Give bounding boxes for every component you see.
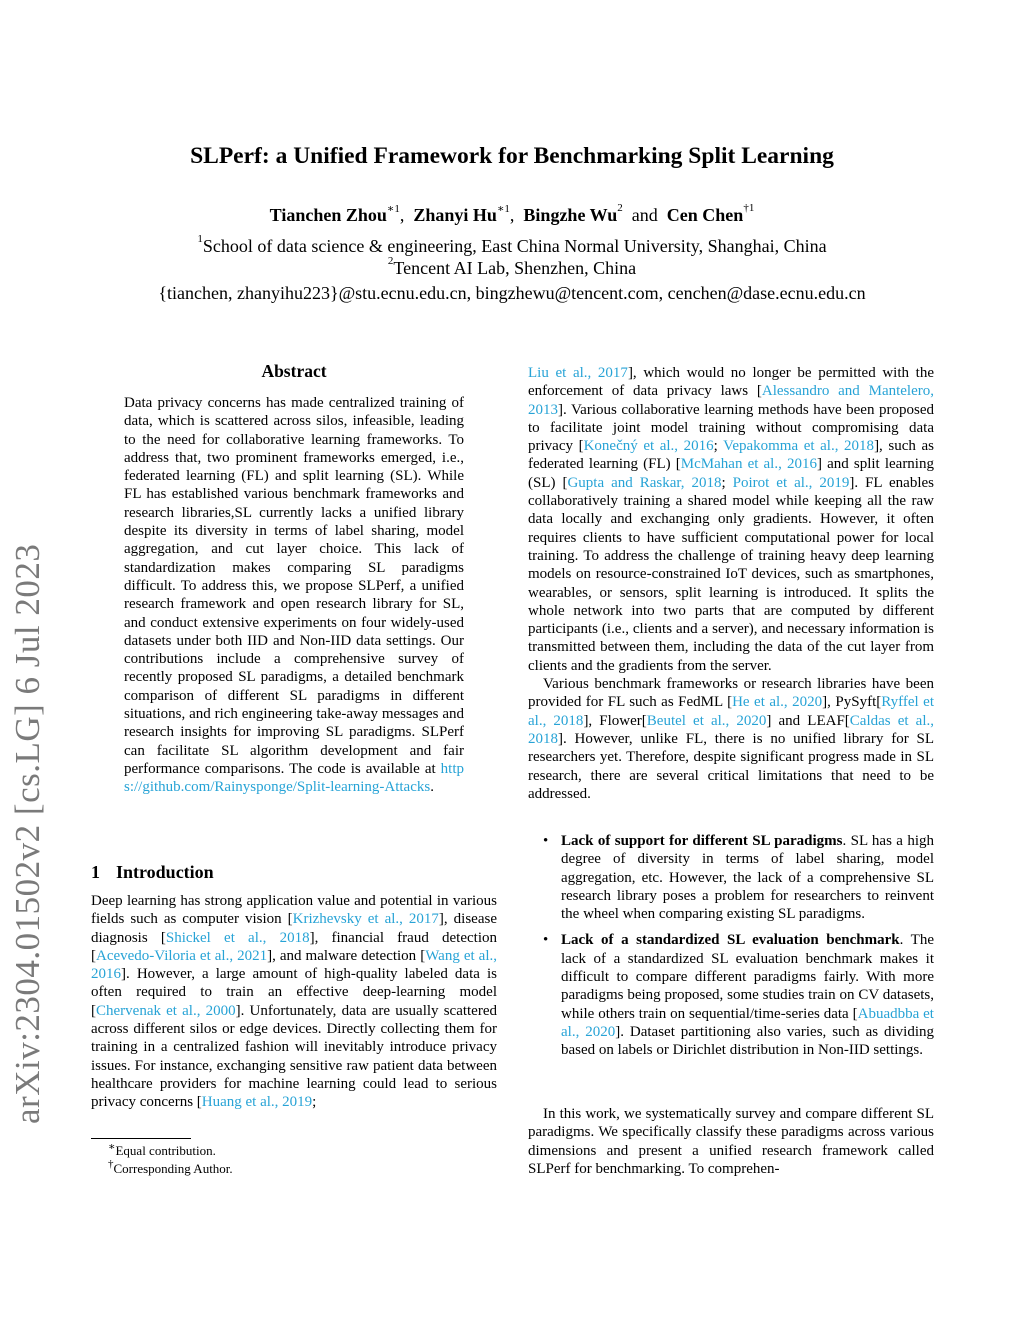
author-emails: {tianchen, zhanyihu223}@stu.ecnu.edu.cn, bingzhewu@tencent.com, cenchen@dase.ecnu.edu.cn xyxy=(158,283,866,303)
citation-link[interactable]: McMahan et al., 2016 xyxy=(680,456,817,473)
author-name: Tianchen Zhou xyxy=(269,205,387,225)
footnote-rule xyxy=(91,1138,191,1139)
affiliation: $^1$School of data science & engineering, East China Normal University, Shanghai, China xyxy=(197,233,827,256)
citation-link[interactable]: Konečný et al., 2016 xyxy=(583,438,714,455)
author-name: Cen Chen xyxy=(666,205,744,225)
code-link[interactable]: https://github.com/Rainysponge/Split-learning-Attacks xyxy=(124,760,464,796)
citation-link[interactable]: Ryffel et al., 2018 xyxy=(528,694,935,729)
paragraph: Liu et al., 2017], which would no longer be permitted with the enforcement of data privacy laws [Alessandro and Mantelero, 2013]. Various collaborative learning methods have been proposed to facilitate joint model training without compromising data privacy [Konečný et al., 2016; Vepakomma et al., 2018], such as federated learning (FL) [McMahan et al., 2016] and split learning (SL) [Gupta and Raskar, 2018; Poirot et al., 2019]. FL enables collaboratively training a shared model while keeping all the raw data locally and exchanging only gradients. However, it often requires clients to have sufficient computational power for local training. To address the challenge of training heavy deep learning models on resource-constrained IoT devices, such as smartphones, wearables, or sensors, split learning is introduced. It splits the whole network into two parts that are computed by different participants (i.e., clients and a server), and necessary information is transmitted between them, including the data of the cut layer from clients and the gradients from the server. xyxy=(528,365,934,674)
author-name: Bingzhe Wu xyxy=(523,205,618,225)
paper-title: SLPerf: a Unified Framework for Benchmarking Split Learning xyxy=(190,143,834,169)
citation-link[interactable]: Beutel et al., 2020 xyxy=(646,712,767,729)
footnote: †Corresponding Author. xyxy=(108,1158,233,1176)
citation-link[interactable]: Vepakomma et al., 2018 xyxy=(723,438,875,455)
citation-link[interactable]: Poirot et al., 2019 xyxy=(732,474,850,491)
author-list: Tianchen Zhou$^{∗1}$, Zhanyi $Hu^{∗1}$, Bingzhe Wu$^2$ and Cen Chen$^{\dagger 1}$ xyxy=(269,202,755,225)
citation-link[interactable]: Caldas et al., 2018 xyxy=(528,712,934,747)
citation-link[interactable]: Krizhevsky et al., 2017 xyxy=(292,911,439,928)
right-column-text xyxy=(528,364,934,803)
citation-link[interactable]: Wang et al., 2016 xyxy=(91,947,498,983)
section-heading: 1 Introduction xyxy=(91,862,214,882)
citation-link[interactable]: Liu et al., 2017 xyxy=(528,365,628,381)
abstract-text: Data privacy concerns has made centralized training of data, which is scattered across silos, infeasible, leading to the need for collaborative learning frameworks. To address that, two prominent frameworks emerged, i.e., federated learning (FL) and split learning (SL). While FL has established various benchmark frameworks and research libraries,SL currently lacks a unified library despite its diversity in terms of label sharing, model aggregation, and cut layer choice. This lack of standardization makes comparing SL paradigms difficult. To address this, we propose SLPerf, a unified research framework and open research library for SL, and conduct extensive experiments on four widely-used datasets under both IID and Non-IID data settings. Our contributions include a comprehensive survey of recently proposed SL paradigms, a detailed benchmark comparison of different SL paradigms in different situations, and rich engineering take-away messages and research insights for improving SL paradigms. SLPerf can facilitate SL algorithm development and fair performance comparisons. The code is available at https://github.com/Rainysponge/Split-learning-Attacks. xyxy=(124,395,464,796)
abstract-heading: Abstract xyxy=(261,361,327,381)
footnote: ∗Equal contribution. xyxy=(108,1141,216,1158)
paragraph: In this work, we systematically survey and compare different SL paradigms. We specifically classify these paradigms across various dimensions and present a unified research framework called SLPerf for benchmarking. To comprehen- xyxy=(528,1106,934,1177)
citation-link[interactable]: He et al., 2020 xyxy=(732,694,823,711)
citation-link[interactable]: Acevedo-Viloria et al., 2021 xyxy=(96,947,268,964)
citation-link[interactable]: Alessandro and Mantelero, 2013 xyxy=(528,383,934,418)
paragraph: Various benchmark frameworks or research libraries have been provided for FL such as FedML [He et al., 2020], PySyft[Ryffel et al., 2018], Flower[Beutel et al., 2020] and LEAF[Caldas et al., 2018]. However, unlike FL, there is no unified library for SL researchers yet. Therefore, despite significant progress made in SL research, there are several critical limitations that need to be addressed. xyxy=(528,676,935,802)
bullet-item: • Lack of support for different SL paradigms. SL has a high degree of diversity in terms of label sharing, model aggregation, etc. However, the lack of a comprehensive SL research library poses a problem for researchers to reinvent the wheel when comparing existing SL paradigms. xyxy=(543,833,934,923)
bullet-item: • Lack of a standardized SL evaluation benchmark. The lack of a standardized SL evaluation benchmark makes it difficult to compare different paradigms fairly. With more paradigms being proposed, some studies train on CV datasets, while others train on sequential/time-series data [Abuadbba et al., 2020]. Dataset partitioning also varies, such as dividing based on labels or Dirichlet distribution in Non-IID settings. xyxy=(543,932,934,1059)
affiliation: $^2$Tencent AI Lab, Shenzhen, China xyxy=(387,255,637,278)
citation-link[interactable]: Abuadbba et al., 2020 xyxy=(561,1005,934,1040)
author-name: Zhanyi Hu xyxy=(413,205,497,225)
arxiv-identifier: arXiv:2304.01502v2 [cs.LG] 6 Jul 2023 xyxy=(8,543,47,1124)
intro-paragraph: Deep learning has strong application value and potential in various fields such as computer vision [Krizhevsky et al., 2017], disease diagnosis [Shickel et al., 2018], financial fraud detection [Acevedo-Viloria et al., 2021], and malware detection [Wang et al., 2016]. However, a large amount of high-quality labeled data is often required to train an effective deep-learning model [Chervenak et al., 2000]. Unfortunately, data are usually scattered across different silos or edge devices. Directly collecting them for training in a centralized fashion will inevitably introduce privacy issues. For instance, exchanging sensitive raw patient data between healthcare providers for machine learning could lead to serious privacy concerns [Huang et al., 2019; xyxy=(91,893,498,1111)
citation-link[interactable]: Chervenak et al., 2000 xyxy=(96,1002,236,1019)
bullet-list xyxy=(543,832,934,1060)
citation-link[interactable]: Shickel et al., 2018 xyxy=(165,929,310,946)
right-column-closing xyxy=(528,1105,934,1178)
citation-link[interactable]: Gupta and Raskar, 2018 xyxy=(567,474,722,491)
citation-link[interactable]: Huang et al., 2019 xyxy=(201,1094,313,1111)
